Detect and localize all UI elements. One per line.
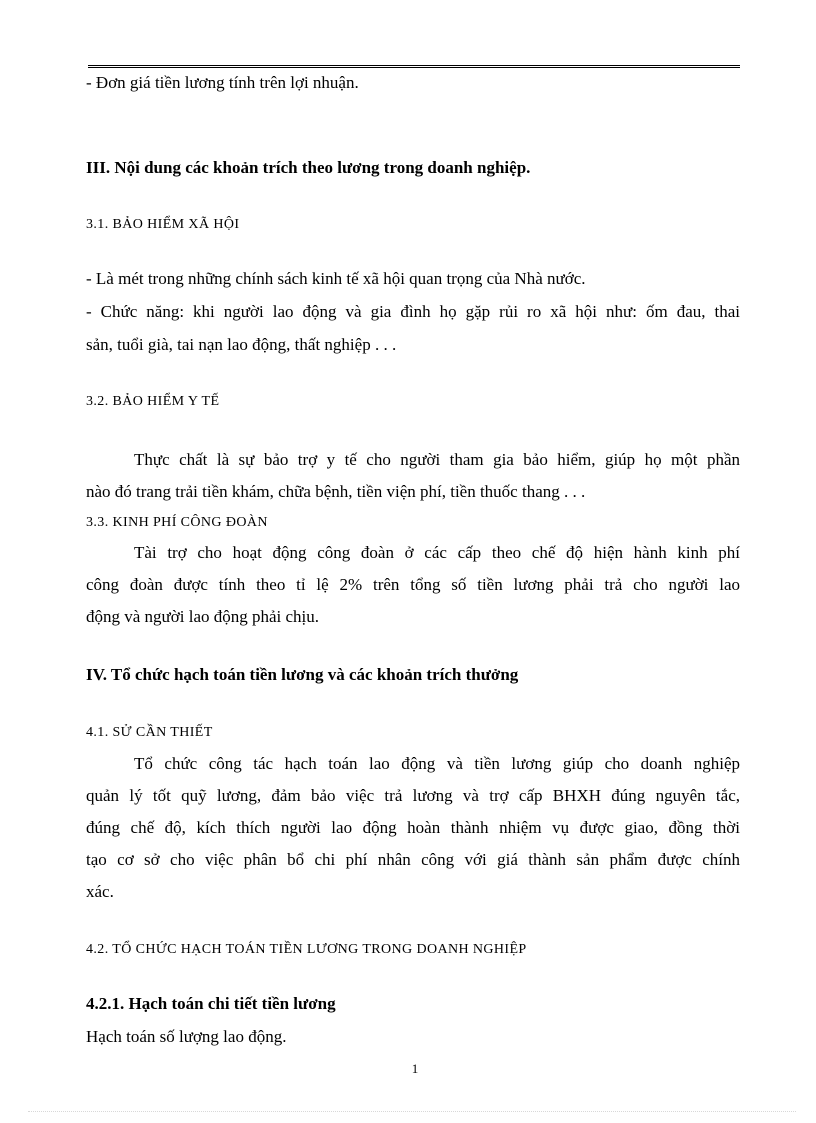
page-bottom-border bbox=[28, 1111, 796, 1112]
text-line: động và người lao động phải chịu. bbox=[86, 607, 320, 626]
text-line: tạo cơ sở cho việc phân bổ chi phí nhân công với giá thành sản phẩm được chính bbox=[86, 850, 740, 869]
page-number: 1 bbox=[411, 1061, 419, 1076]
section-heading: III. Nội dung các khoản trích theo lương trong doanh nghiệp. bbox=[86, 158, 531, 177]
subsection-heading: 3.2. BẢO HIỂM Y TẾ bbox=[86, 394, 220, 409]
text-line: - Chức năng: khi người lao động và gia đình họ gặp rủi ro xã hội như: ốm đau, thai bbox=[86, 302, 740, 321]
subsubsection-heading: 4.2.1. Hạch toán chi tiết tiền lương bbox=[86, 994, 336, 1013]
text-line: nào đó trang trải tiền khám, chữa bệnh, tiền viện phí, tiền thuốc thang . . . bbox=[86, 482, 586, 501]
text-line: quản lý tốt quỹ lương, đảm bảo việc trả lương và trợ cấp BHXH đúng nguyên tắc, bbox=[86, 786, 740, 805]
text-line: - Là mét trong những chính sách kinh tế xã hội quan trọng của Nhà nước. bbox=[86, 269, 586, 288]
text-line: - Đơn giá tiền lương tính trên lợi nhuận. bbox=[86, 73, 359, 92]
text-line: Hạch toán số lượng lao động. bbox=[86, 1027, 287, 1046]
section-heading: IV. Tổ chức hạch toán tiền lương và các khoản trích thưởng bbox=[86, 665, 519, 684]
text-line: sản, tuổi già, tai nạn lao động, thất nghiệp . . . bbox=[86, 335, 397, 354]
text-line: đúng chế độ, kích thích người lao động hoàn thành nhiệm vụ được giao, đồng thời bbox=[86, 818, 740, 837]
text-line: xác. bbox=[86, 882, 114, 901]
subsection-heading: 3.1. BẢO HIỂM XÃ HỘI bbox=[86, 217, 240, 232]
header-rule bbox=[88, 65, 740, 68]
text-line: công đoàn được tính theo tỉ lệ 2% trên tổng số tiền lương phải trả cho người lao bbox=[86, 575, 740, 594]
subsection-heading: 4.1. SỬ CẦN THIẾT bbox=[86, 725, 213, 740]
subsection-heading: 3.3. KINH PHÍ CÔNG ĐOÀN bbox=[86, 515, 268, 530]
text-line: Thực chất là sự bảo trợ y tế cho người tham gia bảo hiểm, giúp họ một phần bbox=[134, 450, 740, 469]
text-line: Tổ chức công tác hạch toán lao động và tiền lương giúp cho doanh nghiệp bbox=[134, 754, 740, 773]
subsection-heading: 4.2. TỔ CHỨC HẠCH TOÁN TIỀN LƯƠNG TRONG DOANH NGHIỆP bbox=[86, 942, 527, 957]
text-line: Tài trợ cho hoạt động công đoàn ở các cấp theo chế độ hiện hành kinh phí bbox=[134, 543, 740, 562]
